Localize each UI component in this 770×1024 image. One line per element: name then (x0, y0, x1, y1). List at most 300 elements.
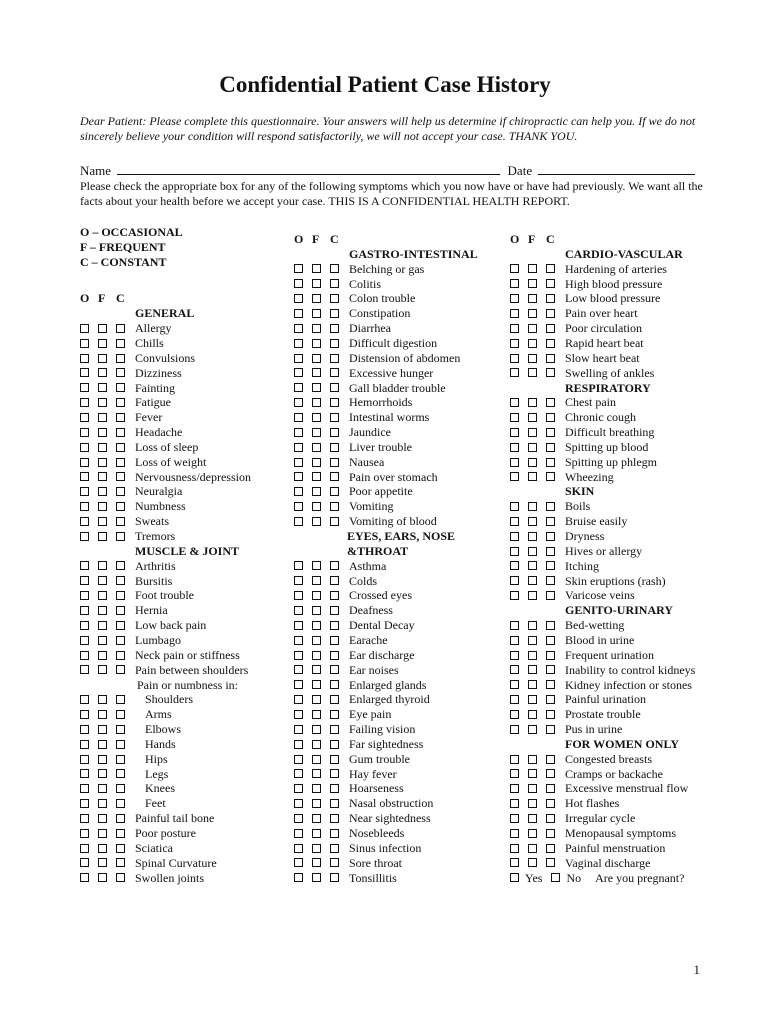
checkbox-c[interactable] (116, 458, 125, 467)
checkbox-o[interactable] (80, 606, 89, 615)
checkbox-c[interactable] (116, 561, 125, 570)
checkbox-o[interactable] (510, 517, 519, 526)
checkbox-f[interactable] (312, 784, 321, 793)
checkbox-f[interactable] (98, 740, 107, 749)
checkbox-o[interactable] (294, 309, 303, 318)
checkbox-o[interactable] (294, 502, 303, 511)
checkbox-c[interactable] (546, 279, 555, 288)
checkbox-f[interactable] (312, 413, 321, 422)
checkbox-f[interactable] (98, 339, 107, 348)
checkbox-f[interactable] (528, 665, 537, 674)
checkbox-c[interactable] (116, 487, 125, 496)
checkbox-f[interactable] (528, 725, 537, 734)
checkbox-f[interactable] (98, 695, 107, 704)
checkbox-f[interactable] (528, 458, 537, 467)
checkbox-c[interactable] (546, 547, 555, 556)
checkbox-f[interactable] (528, 844, 537, 853)
checkbox-o[interactable] (80, 517, 89, 526)
checkbox-o[interactable] (294, 858, 303, 867)
checkbox-c[interactable] (116, 606, 125, 615)
checkbox-f[interactable] (528, 561, 537, 570)
checkbox-o[interactable] (510, 502, 519, 511)
checkbox-o[interactable] (80, 383, 89, 392)
checkbox-f[interactable] (312, 591, 321, 600)
checkbox-c[interactable] (330, 472, 339, 481)
checkbox-o[interactable] (80, 636, 89, 645)
checkbox-f[interactable] (312, 755, 321, 764)
checkbox-c[interactable] (546, 799, 555, 808)
checkbox-o[interactable] (80, 621, 89, 630)
checkbox-o[interactable] (510, 814, 519, 823)
checkbox-f[interactable] (98, 755, 107, 764)
checkbox-o[interactable] (510, 413, 519, 422)
checkbox-o[interactable] (510, 324, 519, 333)
checkbox-c[interactable] (546, 769, 555, 778)
checkbox-c[interactable] (546, 517, 555, 526)
checkbox-c[interactable] (116, 621, 125, 630)
date-field[interactable] (538, 163, 695, 175)
checkbox-f[interactable] (98, 502, 107, 511)
checkbox-c[interactable] (116, 873, 125, 882)
checkbox-f[interactable] (98, 636, 107, 645)
checkbox-c[interactable] (330, 324, 339, 333)
checkbox-f[interactable] (312, 844, 321, 853)
checkbox-f[interactable] (312, 294, 321, 303)
checkbox-f[interactable] (312, 398, 321, 407)
checkbox-o[interactable] (294, 517, 303, 526)
checkbox-f[interactable] (528, 279, 537, 288)
checkbox-o[interactable] (294, 695, 303, 704)
checkbox-f[interactable] (98, 324, 107, 333)
checkbox-c[interactable] (330, 561, 339, 570)
checkbox-f[interactable] (98, 428, 107, 437)
checkbox-c[interactable] (330, 517, 339, 526)
checkbox-c[interactable] (116, 814, 125, 823)
checkbox-f[interactable] (312, 309, 321, 318)
checkbox-o[interactable] (510, 279, 519, 288)
checkbox-f[interactable] (528, 413, 537, 422)
checkbox-f[interactable] (528, 814, 537, 823)
checkbox-f[interactable] (98, 354, 107, 363)
checkbox-o[interactable] (294, 621, 303, 630)
checkbox-c[interactable] (546, 354, 555, 363)
checkbox-c[interactable] (546, 458, 555, 467)
checkbox-o[interactable] (80, 591, 89, 600)
checkbox-o[interactable] (510, 710, 519, 719)
checkbox-f[interactable] (98, 814, 107, 823)
checkbox-o[interactable] (294, 725, 303, 734)
checkbox-f[interactable] (312, 458, 321, 467)
checkbox-f[interactable] (312, 829, 321, 838)
checkbox-f[interactable] (98, 606, 107, 615)
checkbox-c[interactable] (330, 576, 339, 585)
checkbox-f[interactable] (312, 576, 321, 585)
checkbox-c[interactable] (546, 309, 555, 318)
checkbox-f[interactable] (528, 339, 537, 348)
checkbox-f[interactable] (98, 368, 107, 377)
checkbox-f[interactable] (312, 368, 321, 377)
checkbox-o[interactable] (510, 784, 519, 793)
checkbox-o[interactable] (510, 339, 519, 348)
checkbox-f[interactable] (528, 294, 537, 303)
checkbox-c[interactable] (330, 458, 339, 467)
checkbox-c[interactable] (330, 487, 339, 496)
checkbox-o[interactable] (510, 636, 519, 645)
checkbox-c[interactable] (116, 844, 125, 853)
checkbox-f[interactable] (528, 354, 537, 363)
checkbox-o[interactable] (80, 814, 89, 823)
checkbox-f[interactable] (312, 354, 321, 363)
checkbox-o[interactable] (510, 354, 519, 363)
checkbox-f[interactable] (312, 710, 321, 719)
checkbox-c[interactable] (546, 829, 555, 838)
checkbox-f[interactable] (528, 621, 537, 630)
checkbox-c[interactable] (546, 443, 555, 452)
checkbox-f[interactable] (312, 443, 321, 452)
checkbox-c[interactable] (116, 443, 125, 452)
checkbox-c[interactable] (330, 844, 339, 853)
checkbox-f[interactable] (98, 591, 107, 600)
checkbox-f[interactable] (98, 829, 107, 838)
checkbox-o[interactable] (294, 740, 303, 749)
checkbox-o[interactable] (80, 502, 89, 511)
checkbox-c[interactable] (330, 651, 339, 660)
checkbox-o[interactable] (294, 294, 303, 303)
checkbox-c[interactable] (330, 354, 339, 363)
checkbox-o[interactable] (80, 354, 89, 363)
checkbox-o[interactable] (510, 309, 519, 318)
checkbox-o[interactable] (80, 458, 89, 467)
checkbox-o[interactable] (294, 799, 303, 808)
checkbox-c[interactable] (330, 740, 339, 749)
checkbox-o[interactable] (294, 636, 303, 645)
checkbox-c[interactable] (330, 636, 339, 645)
checkbox-f[interactable] (98, 799, 107, 808)
checkbox-c[interactable] (330, 755, 339, 764)
checkbox-c[interactable] (116, 784, 125, 793)
checkbox-f[interactable] (528, 547, 537, 556)
checkbox-o[interactable] (294, 561, 303, 570)
checkbox-f[interactable] (528, 443, 537, 452)
checkbox-f[interactable] (528, 309, 537, 318)
no-checkbox[interactable] (551, 873, 560, 882)
checkbox-o[interactable] (510, 368, 519, 377)
checkbox-c[interactable] (116, 532, 125, 541)
checkbox-f[interactable] (312, 383, 321, 392)
checkbox-c[interactable] (546, 784, 555, 793)
checkbox-c[interactable] (116, 858, 125, 867)
checkbox-c[interactable] (330, 368, 339, 377)
checkbox-f[interactable] (312, 740, 321, 749)
checkbox-f[interactable] (528, 710, 537, 719)
checkbox-c[interactable] (546, 368, 555, 377)
checkbox-f[interactable] (528, 755, 537, 764)
checkbox-o[interactable] (80, 651, 89, 660)
checkbox-o[interactable] (80, 428, 89, 437)
checkbox-c[interactable] (546, 502, 555, 511)
checkbox-f[interactable] (528, 576, 537, 585)
checkbox-c[interactable] (330, 413, 339, 422)
checkbox-o[interactable] (510, 294, 519, 303)
checkbox-o[interactable] (294, 339, 303, 348)
checkbox-o[interactable] (510, 591, 519, 600)
checkbox-f[interactable] (98, 383, 107, 392)
checkbox-f[interactable] (528, 532, 537, 541)
checkbox-c[interactable] (330, 309, 339, 318)
checkbox-f[interactable] (98, 517, 107, 526)
checkbox-o[interactable] (294, 472, 303, 481)
checkbox-c[interactable] (546, 695, 555, 704)
checkbox-f[interactable] (528, 769, 537, 778)
checkbox-c[interactable] (546, 324, 555, 333)
checkbox-f[interactable] (312, 799, 321, 808)
checkbox-o[interactable] (294, 264, 303, 273)
checkbox-f[interactable] (98, 472, 107, 481)
checkbox-c[interactable] (546, 665, 555, 674)
checkbox-o[interactable] (80, 472, 89, 481)
checkbox-c[interactable] (116, 665, 125, 674)
checkbox-f[interactable] (98, 458, 107, 467)
checkbox-o[interactable] (510, 443, 519, 452)
checkbox-o[interactable] (294, 873, 303, 882)
checkbox-f[interactable] (98, 487, 107, 496)
checkbox-o[interactable] (510, 428, 519, 437)
checkbox-c[interactable] (116, 324, 125, 333)
checkbox-f[interactable] (528, 472, 537, 481)
checkbox-f[interactable] (312, 606, 321, 615)
checkbox-c[interactable] (330, 784, 339, 793)
checkbox-o[interactable] (294, 769, 303, 778)
checkbox-c[interactable] (546, 814, 555, 823)
checkbox-o[interactable] (294, 844, 303, 853)
checkbox-o[interactable] (294, 814, 303, 823)
checkbox-f[interactable] (528, 636, 537, 645)
checkbox-c[interactable] (116, 740, 125, 749)
checkbox-f[interactable] (312, 769, 321, 778)
checkbox-o[interactable] (294, 383, 303, 392)
checkbox-o[interactable] (510, 398, 519, 407)
checkbox-c[interactable] (330, 383, 339, 392)
checkbox-c[interactable] (116, 398, 125, 407)
checkbox-c[interactable] (546, 339, 555, 348)
checkbox-c[interactable] (116, 710, 125, 719)
checkbox-c[interactable] (330, 502, 339, 511)
checkbox-c[interactable] (330, 398, 339, 407)
checkbox-c[interactable] (546, 621, 555, 630)
checkbox-c[interactable] (116, 695, 125, 704)
checkbox-c[interactable] (546, 532, 555, 541)
checkbox-f[interactable] (312, 858, 321, 867)
checkbox-c[interactable] (546, 576, 555, 585)
checkbox-f[interactable] (312, 324, 321, 333)
checkbox-o[interactable] (80, 725, 89, 734)
checkbox-c[interactable] (116, 339, 125, 348)
checkbox-c[interactable] (546, 710, 555, 719)
checkbox-f[interactable] (312, 561, 321, 570)
checkbox-o[interactable] (80, 769, 89, 778)
checkbox-o[interactable] (510, 858, 519, 867)
checkbox-f[interactable] (98, 844, 107, 853)
checkbox-f[interactable] (312, 472, 321, 481)
checkbox-o[interactable] (80, 443, 89, 452)
checkbox-c[interactable] (546, 636, 555, 645)
checkbox-o[interactable] (510, 755, 519, 764)
checkbox-c[interactable] (116, 413, 125, 422)
checkbox-c[interactable] (330, 621, 339, 630)
checkbox-o[interactable] (80, 844, 89, 853)
checkbox-f[interactable] (312, 517, 321, 526)
checkbox-c[interactable] (546, 472, 555, 481)
checkbox-c[interactable] (330, 873, 339, 882)
checkbox-o[interactable] (294, 665, 303, 674)
checkbox-c[interactable] (116, 799, 125, 808)
checkbox-f[interactable] (312, 873, 321, 882)
checkbox-f[interactable] (528, 398, 537, 407)
checkbox-f[interactable] (312, 428, 321, 437)
checkbox-o[interactable] (510, 769, 519, 778)
checkbox-c[interactable] (116, 651, 125, 660)
checkbox-o[interactable] (80, 695, 89, 704)
name-field[interactable] (117, 163, 500, 175)
checkbox-o[interactable] (510, 665, 519, 674)
checkbox-c[interactable] (330, 814, 339, 823)
checkbox-f[interactable] (528, 591, 537, 600)
checkbox-o[interactable] (80, 784, 89, 793)
checkbox-f[interactable] (528, 680, 537, 689)
checkbox-c[interactable] (330, 710, 339, 719)
checkbox-o[interactable] (80, 665, 89, 674)
checkbox-o[interactable] (294, 680, 303, 689)
checkbox-f[interactable] (312, 339, 321, 348)
checkbox-c[interactable] (116, 829, 125, 838)
checkbox-c[interactable] (546, 591, 555, 600)
checkbox-c[interactable] (116, 576, 125, 585)
checkbox-o[interactable] (510, 264, 519, 273)
checkbox-f[interactable] (528, 517, 537, 526)
checkbox-c[interactable] (330, 665, 339, 674)
checkbox-c[interactable] (546, 858, 555, 867)
checkbox-o[interactable] (510, 695, 519, 704)
checkbox-o[interactable] (80, 339, 89, 348)
checkbox-c[interactable] (116, 517, 125, 526)
checkbox-c[interactable] (330, 443, 339, 452)
checkbox-o[interactable] (294, 487, 303, 496)
checkbox-f[interactable] (98, 576, 107, 585)
checkbox-o[interactable] (80, 799, 89, 808)
checkbox-f[interactable] (528, 324, 537, 333)
checkbox-f[interactable] (98, 784, 107, 793)
checkbox-c[interactable] (116, 591, 125, 600)
checkbox-c[interactable] (330, 695, 339, 704)
checkbox-c[interactable] (116, 636, 125, 645)
checkbox-f[interactable] (98, 561, 107, 570)
checkbox-o[interactable] (294, 829, 303, 838)
checkbox-o[interactable] (80, 755, 89, 764)
checkbox-c[interactable] (330, 829, 339, 838)
checkbox-o[interactable] (80, 413, 89, 422)
checkbox-o[interactable] (80, 324, 89, 333)
checkbox-o[interactable] (510, 561, 519, 570)
checkbox-o[interactable] (294, 279, 303, 288)
checkbox-o[interactable] (80, 398, 89, 407)
checkbox-c[interactable] (330, 680, 339, 689)
checkbox-c[interactable] (330, 725, 339, 734)
checkbox-c[interactable] (546, 264, 555, 273)
checkbox-f[interactable] (528, 502, 537, 511)
checkbox-o[interactable] (294, 324, 303, 333)
checkbox-f[interactable] (528, 264, 537, 273)
checkbox-o[interactable] (80, 368, 89, 377)
checkbox-c[interactable] (330, 591, 339, 600)
checkbox-o[interactable] (510, 621, 519, 630)
checkbox-o[interactable] (80, 873, 89, 882)
checkbox-c[interactable] (116, 368, 125, 377)
checkbox-o[interactable] (294, 428, 303, 437)
checkbox-f[interactable] (528, 368, 537, 377)
checkbox-f[interactable] (98, 665, 107, 674)
checkbox-c[interactable] (546, 725, 555, 734)
checkbox-o[interactable] (80, 487, 89, 496)
checkbox-o[interactable] (294, 458, 303, 467)
checkbox-c[interactable] (546, 428, 555, 437)
checkbox-f[interactable] (312, 680, 321, 689)
checkbox-c[interactable] (116, 383, 125, 392)
checkbox-f[interactable] (312, 279, 321, 288)
checkbox-o[interactable] (510, 799, 519, 808)
checkbox-o[interactable] (510, 576, 519, 585)
checkbox-o[interactable] (510, 532, 519, 541)
checkbox-f[interactable] (528, 799, 537, 808)
checkbox-f[interactable] (98, 651, 107, 660)
checkbox-f[interactable] (98, 873, 107, 882)
checkbox-o[interactable] (510, 844, 519, 853)
checkbox-c[interactable] (546, 651, 555, 660)
checkbox-o[interactable] (294, 651, 303, 660)
checkbox-c[interactable] (546, 413, 555, 422)
checkbox-f[interactable] (528, 695, 537, 704)
checkbox-o[interactable] (510, 725, 519, 734)
checkbox-f[interactable] (98, 398, 107, 407)
checkbox-f[interactable] (98, 769, 107, 778)
checkbox-f[interactable] (98, 532, 107, 541)
checkbox-c[interactable] (546, 755, 555, 764)
checkbox-o[interactable] (80, 532, 89, 541)
checkbox-c[interactable] (116, 428, 125, 437)
checkbox-o[interactable] (80, 710, 89, 719)
checkbox-c[interactable] (116, 755, 125, 764)
checkbox-f[interactable] (98, 725, 107, 734)
checkbox-c[interactable] (546, 561, 555, 570)
checkbox-c[interactable] (330, 769, 339, 778)
checkbox-c[interactable] (116, 769, 125, 778)
checkbox-o[interactable] (294, 591, 303, 600)
yes-checkbox[interactable] (510, 873, 519, 882)
checkbox-o[interactable] (80, 740, 89, 749)
checkbox-o[interactable] (510, 651, 519, 660)
checkbox-o[interactable] (294, 368, 303, 377)
checkbox-o[interactable] (510, 458, 519, 467)
checkbox-o[interactable] (294, 784, 303, 793)
checkbox-f[interactable] (98, 621, 107, 630)
checkbox-c[interactable] (116, 502, 125, 511)
checkbox-f[interactable] (98, 710, 107, 719)
checkbox-f[interactable] (528, 858, 537, 867)
checkbox-o[interactable] (510, 829, 519, 838)
checkbox-o[interactable] (510, 547, 519, 556)
checkbox-c[interactable] (116, 354, 125, 363)
checkbox-o[interactable] (294, 710, 303, 719)
checkbox-f[interactable] (312, 665, 321, 674)
